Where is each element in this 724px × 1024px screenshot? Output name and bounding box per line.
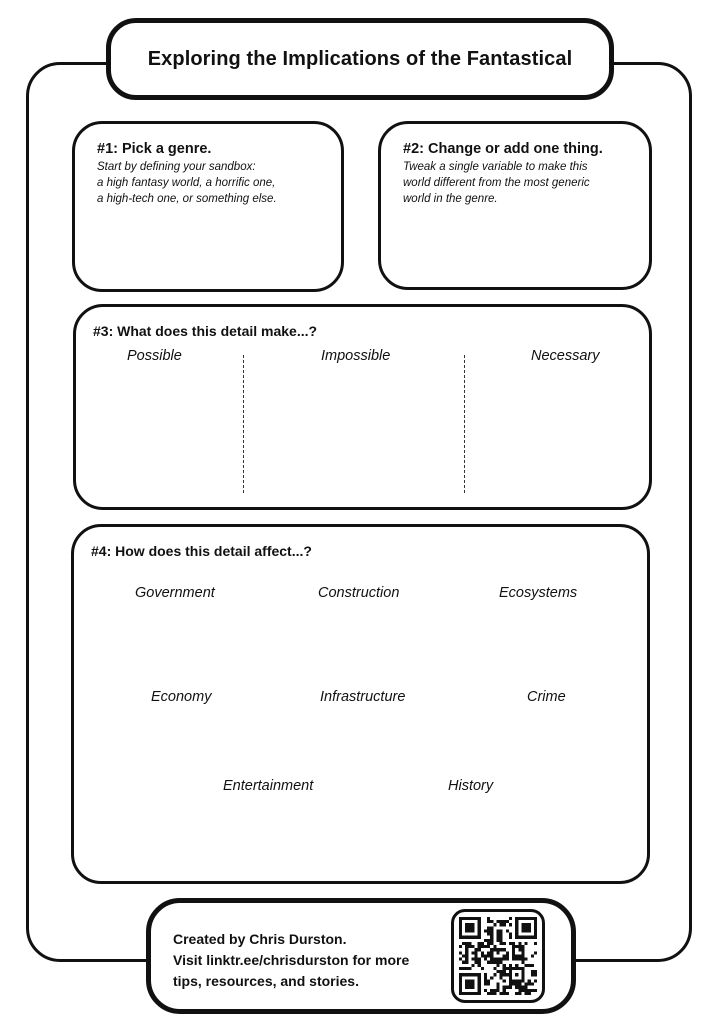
qr-code-icon[interactable] <box>451 909 545 1003</box>
step-1-card <box>72 121 344 292</box>
topic-government: Government <box>135 585 215 601</box>
step-1-line: a high-tech one, or something else. <box>97 193 277 205</box>
column-divider <box>243 355 244 493</box>
step-2-card <box>378 121 652 290</box>
column-necessary: Necessary <box>531 348 600 364</box>
step-3-card <box>73 304 652 510</box>
topic-infrastructure: Infrastructure <box>320 689 406 705</box>
page-title: Exploring the Implications of the Fantastical <box>147 47 573 70</box>
credits-line: Created by Chris Durston. <box>173 931 347 947</box>
topic-entertainment: Entertainment <box>223 778 314 794</box>
column-impossible: Impossible <box>321 348 391 364</box>
column-possible: Possible <box>127 348 182 364</box>
topic-crime: Crime <box>527 689 566 705</box>
topic-history: History <box>448 778 494 794</box>
qr-code-graphic <box>459 917 537 995</box>
step-4-card <box>71 524 650 884</box>
step-2-description <box>403 159 635 207</box>
credits-line: tips, resources, and stories. <box>173 973 359 989</box>
step-3-heading: #3: What does this detail make...? <box>93 323 318 339</box>
step-2-line: world in the genre. <box>403 193 498 205</box>
step-4-heading: #4: How does this detail affect...? <box>91 543 312 559</box>
title-banner <box>106 18 614 100</box>
topic-economy: Economy <box>151 689 212 705</box>
credits-footer <box>146 898 576 1014</box>
column-divider <box>464 355 465 493</box>
step-2-line: world different from the most generic <box>403 177 590 189</box>
credits-text <box>173 929 409 992</box>
step-2-heading: #2: Change or add one thing. <box>403 141 603 157</box>
credits-line: Visit linktr.ee/chrisdurston for more <box>173 952 410 968</box>
step-1-line: a high fantasy world, a horrific one, <box>97 177 276 189</box>
step-1-heading: #1: Pick a genre. <box>97 141 212 157</box>
step-1-description <box>97 159 327 207</box>
step-1-line: Start by defining your sandbox: <box>97 161 256 173</box>
topic-construction: Construction <box>318 585 400 601</box>
topic-ecosystems: Ecosystems <box>499 585 578 601</box>
step-2-line: Tweak a single variable to make this <box>403 161 588 173</box>
